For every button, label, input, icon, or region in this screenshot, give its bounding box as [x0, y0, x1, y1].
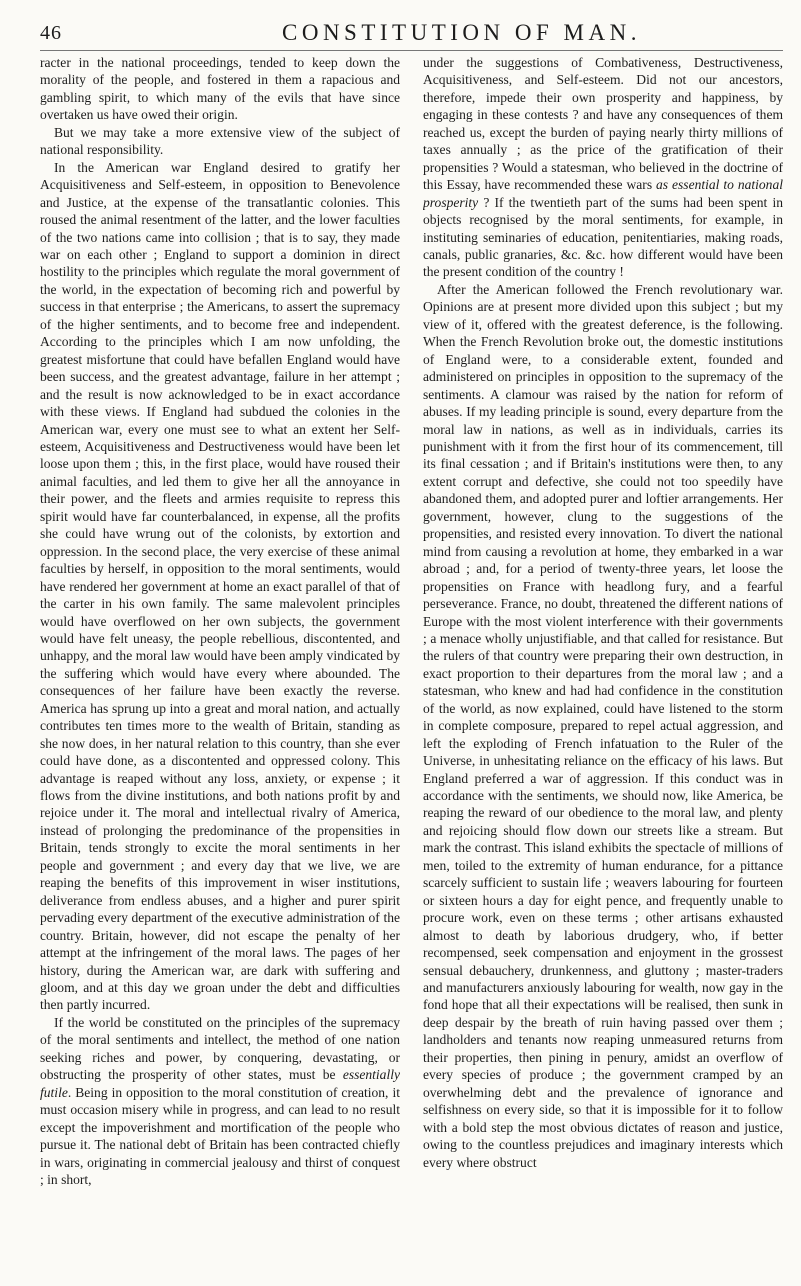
page-header — [40, 14, 783, 51]
paragraph: But we may take a more extensive view of the subject of national responsibility. — [40, 124, 400, 158]
right-column — [423, 54, 783, 1282]
italic-phrase: essentially futile — [40, 1067, 400, 1100]
text-run: If the world be constituted on the principles of the supremacy of the moral sentiments and intellect, the method of one nation seeking riches and power, by conquering, devastating, or obstructing the prosperity of other states, must be — [40, 1014, 400, 1083]
paragraph: After the American followed the French revolutionary war. Opinions are at present more divided upon this subject ; but my view of it, offered with the greatest deference, is the following. When the French Revolution broke out, the domestic institutions of England were, to a considerable extent, founded and administered on principles in opposition to the supremacy of the sentiments. A clamour was raised by the nation for reform of abuses. If my leading principle is sound, every departure from the moral law in nations, as well as in individuals, carries its punishment with it from the first hour of its commencement, till its final cessation ; and if Britain's institutions were then, to any extent corrupt and defective, she could not too speedily have abandoned them, and adopted purer and loftier arrangements. Her government, however, clung to the suggestions of the propensities, and resisted every innovation. To divert the national mind from causing a revolution at home, they embarked in a war abroad ; and, for a period of twenty-three years, let loose the propensities on France with headlong fury, and a fearful perseverance. France, no doubt, threatened the different nations of Europe with the most violent interference with their governments ; a menace wholly unjustifiable, and that called for resistance. But the rulers of that country were preparing their own destruction, in exact proportion to their departures from the moral law ; and a statesman, who knew and had had confidence in the constitution of the world, as now explained, could have listened to the storm in complete composure, prepared to repel actual aggression, and left the exploding of French infatuation to the Ruler of the Universe, in unhesitating reliance on the efficacy of his laws. But England preferred a war of aggression. If this conduct was in accordance with the sentiments, we should now, like America, be reaping the reward of our obedience to the moral law, and plenty and rejoicing should flow down our streets like a stream. But mark the contrast. This island exhibits the spectacle of millions of men, toiled to the extremity of human endurance, for a pittance scarcely sufficient to sustain life ; weavers labouring for fourteen or sixteen hours a day for eight pence, and frequently unable to procure work, even on these terms ; other artisans exhausted almost to death by laborious drudgery, who, if better recompensed, seek compensation and enjoyment in the grossest sensual debauchery, drunkenness, and gluttony ; master-traders and manufacturers anxiously labouring for wealth, now gay in the fond hope that all their expectations will be realised, then sunk in deep despair by the breath of ruin having passed over them ; landholders and tenants now reaping unmeasured returns from their properties, then pining in penury, amidst an overflow of every species of produce ; the government cramped by an overwhelming debt and the prevalence of ignorance and selfishness on every side, so that it is impossible for it to follow with a bold step the most obvious dictates of reason and justice, owing to the countless prejudices and imaginary interests which every where obstruct — [423, 281, 783, 1170]
left-column — [40, 54, 400, 1282]
text-columns — [40, 54, 783, 1282]
paragraph: racter in the national proceedings, tended to keep down the morality of the people, and fostered in them a rapacious and gambling spirit, to which many of the evils that have since overtaken us have owed their origin. — [40, 55, 400, 123]
italic-phrase: as essential to national prosperity — [423, 177, 783, 210]
text-run: under the suggestions of Combativeness, Destructiveness, Acquisitiveness, and Self-esteem. Did not our ancestors, therefore, impede their own prosperity and happiness, by engaging in these contests ? and have any consequences of them reached us, except the burden of paying nearly thirty millions of taxes annually ; as the price of the gratification of their propensities ? Would a statesman, who believed in the doctrine of this Essay, have recommended these wars — [423, 55, 783, 193]
text-run: . Being in opposition to the moral constitution of creation, it must occasion misery while in progress, and can lead to no result except the impoverishment and mortification of the people who pursue it. The national debt of Britain has been contracted chiefly in wars, originating in commercial jealousy and thirst of conquest ; in short, — [40, 1084, 400, 1187]
paragraph: In the American war England desired to gratify her Acquisitiveness and Self-esteem, in opposition to Benevolence and Justice, at the expense of the transatlantic colonies. This roused the animal resentment of the latter, and the lower faculties of the two nations came into collision ; that is to say, they made war on each other ; England to support a dominion in direct hostility to the principles which regulate the moral government of the world, in the expectation of becoming rich and powerful by success in that enterprise ; the Americans, to assert the supremacy of the higher sentiments, and to become free and independent. According to the principles which I am now unfolding, the greatest misfortune that could have befallen England would have been success, and the greatest advantage, failure in her attempt ; and the result is now acknowledged to be in exact accordance with these views. If England had subdued the colonies in the American war, every one must see to what an extent her Self-esteem, Acquisitiveness and Destructiveness would have been let loose upon them ; this, in the first place, would have roused their animal faculties, and led them to give her all the annoyance in their power, and the fleets and armies requisite to repress this spirit would have far counterbalanced, in expense, all the profits she could have wrung out of the colonists, by extortion and oppression. In the second place, the very exercise of these animal faculties by herself, in opposition to the moral sentiments, would have rendered her government at home an exact parallel of that of the carter in his own family. The same malevolent principles would have overflowed on her own subjects, the government would have felt uneasy, the people rebellious, discontented, and unhappy, and the moral law would have been amply vindicated by the suffering which would have every where abounded. The consequences of her failure have been exactly the reverse. America has sprung up into a great and moral nation, and actually contributes ten times more to the wealth of Britain, standing as she now does, in her natural relation to this country, than she ever could have done, as a discontented and oppressed colony. This advantage is reaped without any loss, anxiety, or expense ; it flows from the divine institutions, and both nations profit by and rejoice under it. The moral and intellectual rivalry of America, instead of prolonging the predominance of the propensities in Britain, tends strongly to excite the moral sentiments in her people and government ; and every day that we live, we are reaping the benefits of this improvement in wiser institutions, deliverance from endless abuses, and a higher and purer spirit pervading every department of the executive administration of the country. Britain, however, did not escape the penalty of her attempt at the infringement of the moral laws. The pages of her history, during the American war, are dark with suffering and gloom, and at this day we groan under the debt and difficulties then partly incurred. — [40, 159, 400, 1013]
running-title: CONSTITUTION OF MAN. — [282, 20, 641, 45]
paragraph — [40, 1014, 400, 1189]
page-number: 46 — [40, 22, 62, 44]
paragraph — [423, 54, 783, 281]
text-run: ? If the twentieth part of the sums had been spent in objects recognised by the moral sentiments, for example, in instituting seminaries of education, penitentiaries, making roads, canals, public granaries, &c. &c. how different would have been the present condition of the country ! — [423, 194, 783, 280]
